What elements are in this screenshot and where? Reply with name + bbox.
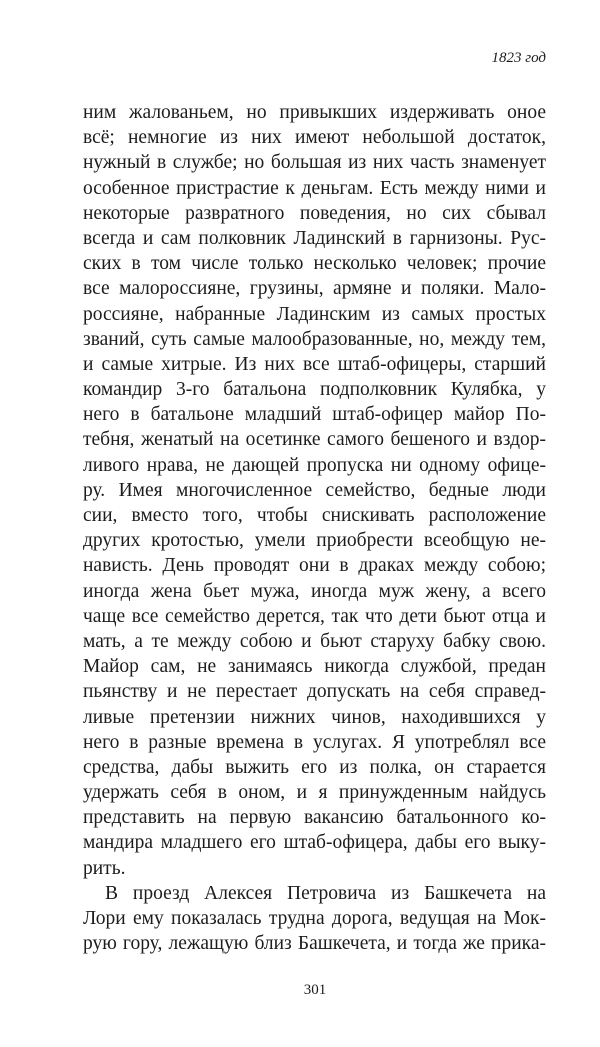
text-line: рить. bbox=[83, 857, 126, 879]
text-line: нависть. День проводят они в драках между собою; bbox=[83, 555, 546, 577]
text-line: всё; немногие из них имеют небольшой достаток, bbox=[83, 127, 546, 149]
text-line: мать, а те между собою и бьют старуху бабку свою. bbox=[83, 630, 546, 652]
text-line: рую гору, лежащую близ Башкечета, и тогда же прика- bbox=[83, 933, 546, 955]
text-line: представить на первую вакансию батальонного ко- bbox=[83, 807, 546, 829]
text-line: ру. Имея многочисленное семейство, бедные люди bbox=[83, 479, 546, 501]
text-line: все малороссияне, грузины, армяне и поляки. Мало- bbox=[83, 278, 546, 300]
text-line: Майор сам, не занимаясь никогда службой, предан bbox=[83, 656, 546, 678]
text-line: удержать себя в оном, и я принужденным найдусь bbox=[83, 782, 546, 804]
text-line: особенное пристрастие к деньгам. Есть между ними и bbox=[83, 177, 546, 199]
text-line: некоторые развратного поведения, но сих сбывал bbox=[83, 202, 546, 224]
text-line: всегда и сам полковник Ладинский в гарнизоны. Рус- bbox=[83, 227, 546, 249]
text-line: ливого нрава, не дающей пропуска ни одному офице- bbox=[83, 454, 546, 476]
text-line: командир 3-го батальона подполковник Кулябка, у bbox=[83, 379, 546, 401]
text-line: россияне, набранные Ладинским из самых простых bbox=[83, 303, 546, 325]
text-line: чаще все семейство дерется, так что дети бьют отца и bbox=[83, 605, 546, 627]
text-line: него в батальоне младший штаб-офицер майор По- bbox=[83, 404, 546, 426]
text-line: и самые хитрые. Из них все штаб-офицеры, старший bbox=[83, 353, 546, 375]
text-line: мандира младшего его штаб-офицера, дабы его выку- bbox=[83, 832, 546, 854]
text-line: пьянству и не перестает допускать на себя справед- bbox=[83, 681, 546, 703]
text-line: тебня, женатый на осетинке самого бешеного и вздор- bbox=[83, 429, 546, 451]
page-number: 301 bbox=[303, 982, 327, 998]
text-line: ливые претензии нижних чинов, находившихся у bbox=[83, 706, 546, 728]
text-line: средства, дабы выжить его из полка, он старается bbox=[83, 756, 546, 778]
text-line: званий, суть самые малообразованные, но, между тем, bbox=[83, 328, 546, 350]
body-text bbox=[83, 100, 546, 956]
text-line: ских в том числе только несколько человек; прочие bbox=[83, 253, 546, 275]
text-line: него в разные времена в услугах. Я употреблял все bbox=[83, 731, 546, 753]
text-line: других кротостью, умели приобрести всеобщую не- bbox=[83, 530, 546, 552]
text-line: нужный в службе; но большая из них часть знаменует bbox=[83, 152, 546, 174]
text-line: Лори ему показалась трудна дорога, ведущая на Мок- bbox=[83, 908, 546, 929]
text-line: иногда жена бьет мужа, иногда муж жену, а всего bbox=[83, 580, 546, 602]
text-line: ним жалованьем, но привыкших издерживать оное bbox=[83, 102, 546, 123]
text-line: сии, вместо того, чтобы снискивать расположение bbox=[83, 505, 546, 526]
running-header: 1823 год bbox=[491, 50, 546, 66]
text-line: В проезд Алексея Петровича из Башкечета на bbox=[105, 882, 546, 904]
